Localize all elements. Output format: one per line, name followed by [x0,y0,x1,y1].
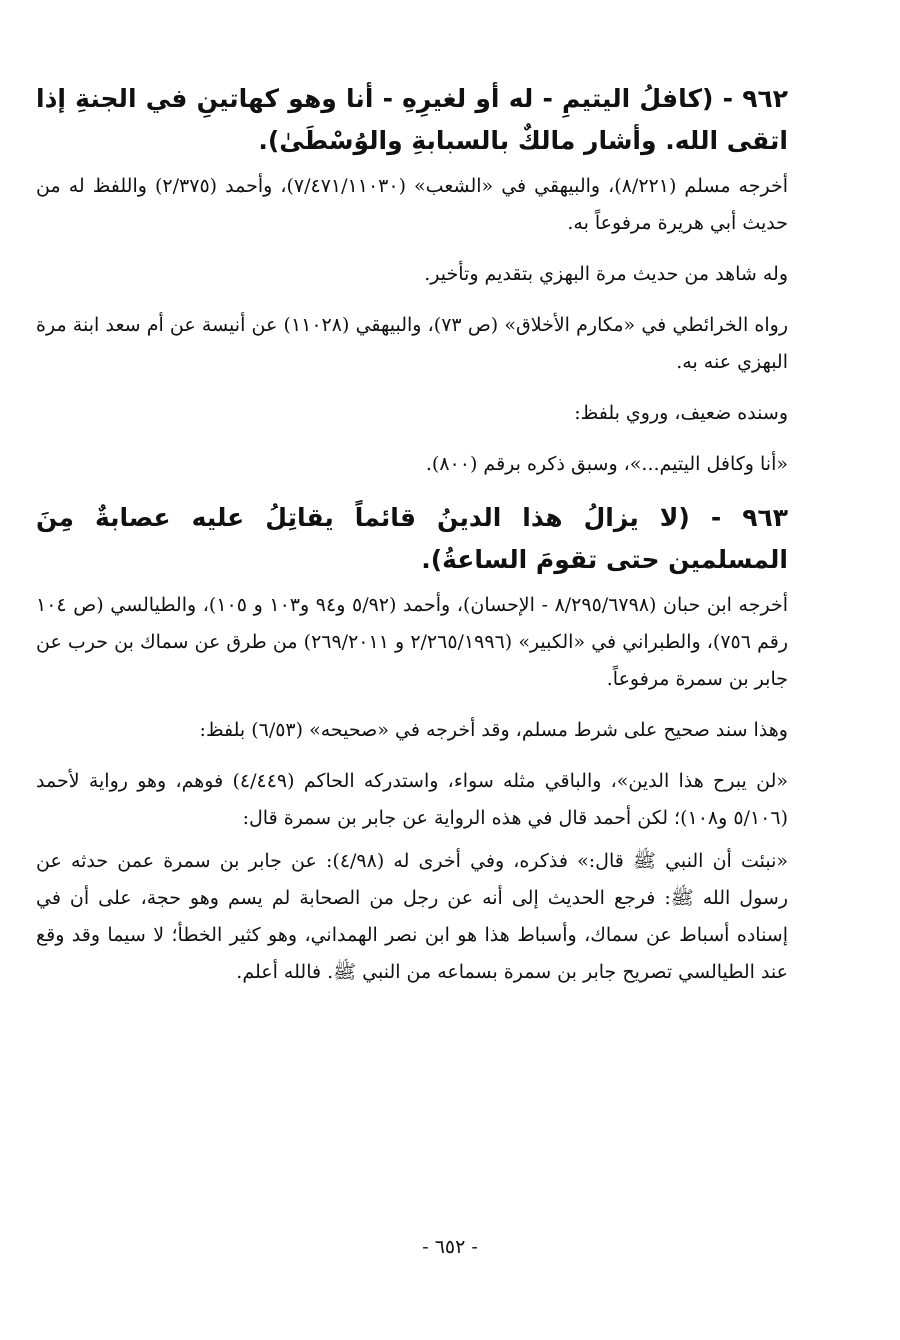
takhrij-paragraph: أخرجه ابن حبان (٨/٢٩٥/٦٧٩٨ - الإحسان)، وأحمد (٥/٩٢ و٩٤ و١٠٣ و ١٠٥)، والطيالسي (ص ١٠٤ رقم ٧٥٦)، والطبراني في «الكبير» (٢/٢٦٥/١٩٩٦ و ٢٦٩/٢٠١١) من طرق عن سماك بن حرب عن جابر بن سمرة مرفوعاً. [36,594,788,690]
shahid-paragraph: وله شاهد من حديث مرة البهزي بتقديم وتأخير. [424,263,788,285]
conclusion-paragraph: «نبئت أن النبي ﷺ قال:» فذكره، وفي أخرى له (٤/٩٨): عن جابر بن سمرة عمن حدثه عن رسول الله ﷺ: فرجع الحديث إلى أنه عن رجل من الصحابة لم يسم وهو حجة، على أن في إسناده أسباط عن سماك، وأسباط هذا هو ابن نصر الهمداني، وهو كثير الخطأ؛ لا سيما وقد وقع عند الطيالسي تصريح جابر بن سمرة بسماعه من النبي ﷺ. فالله أعلم. [36,850,788,983]
page-number: - ٦٥٢ - [422,1236,478,1258]
istidrak-paragraph: «لن يبرح هذا الدين»، والباقي مثله سواء، واستدركه الحاكم (٤/٤٤٩) فوهم، وهو رواية لأحمد (٥/١٠٦ و١٠٨)؛ لكن أحمد قال في هذه الرواية عن جابر بن سمرة قال: [36,770,788,829]
page-body [36,78,788,1005]
hadith-962-heading: ٩٦٢ - (كافلُ اليتيمِ - له أو لغيرِهِ - أنا وهو كهاتينِ في الجنةِ إذا اتقى الله. وأشار مالكٌ بالسبابةِ والوُسْطَىٰ). [36,84,788,155]
hadith-963-heading: ٩٦٣ - (لا يزالُ هذا الدينُ قائماً يقاتِلُ عليه عصابةٌ مِنَ المسلمين حتى تقومَ الساعةُ). [36,503,788,574]
sanad-paragraph: وسنده ضعيف، وروي بلفظ: [574,402,788,424]
sanad-paragraph: وهذا سند صحيح على شرط مسلم، وقد أخرجه في «صحيحه» (٦/٥٣) بلفظ: [199,719,788,741]
takhrij-paragraph: أخرجه مسلم (٨/٢٢١)، والبيهقي في «الشعب» (٧/٤٧١/١١٠٣٠)، وأحمد (٢/٣٧٥) واللفظ له من حديث أبي هريرة مرفوعاً به. [36,175,788,234]
lafz-paragraph: «أنا وكافل اليتيم...»، وسبق ذكره برقم (٨٠٠). [425,453,788,475]
riwayah-paragraph: رواه الخرائطي في «مكارم الأخلاق» (ص ٧٣)، والبيهقي (١١٠٢٨) عن أنيسة عن أم سعد ابنة مرة البهزي عنه به. [36,314,789,373]
